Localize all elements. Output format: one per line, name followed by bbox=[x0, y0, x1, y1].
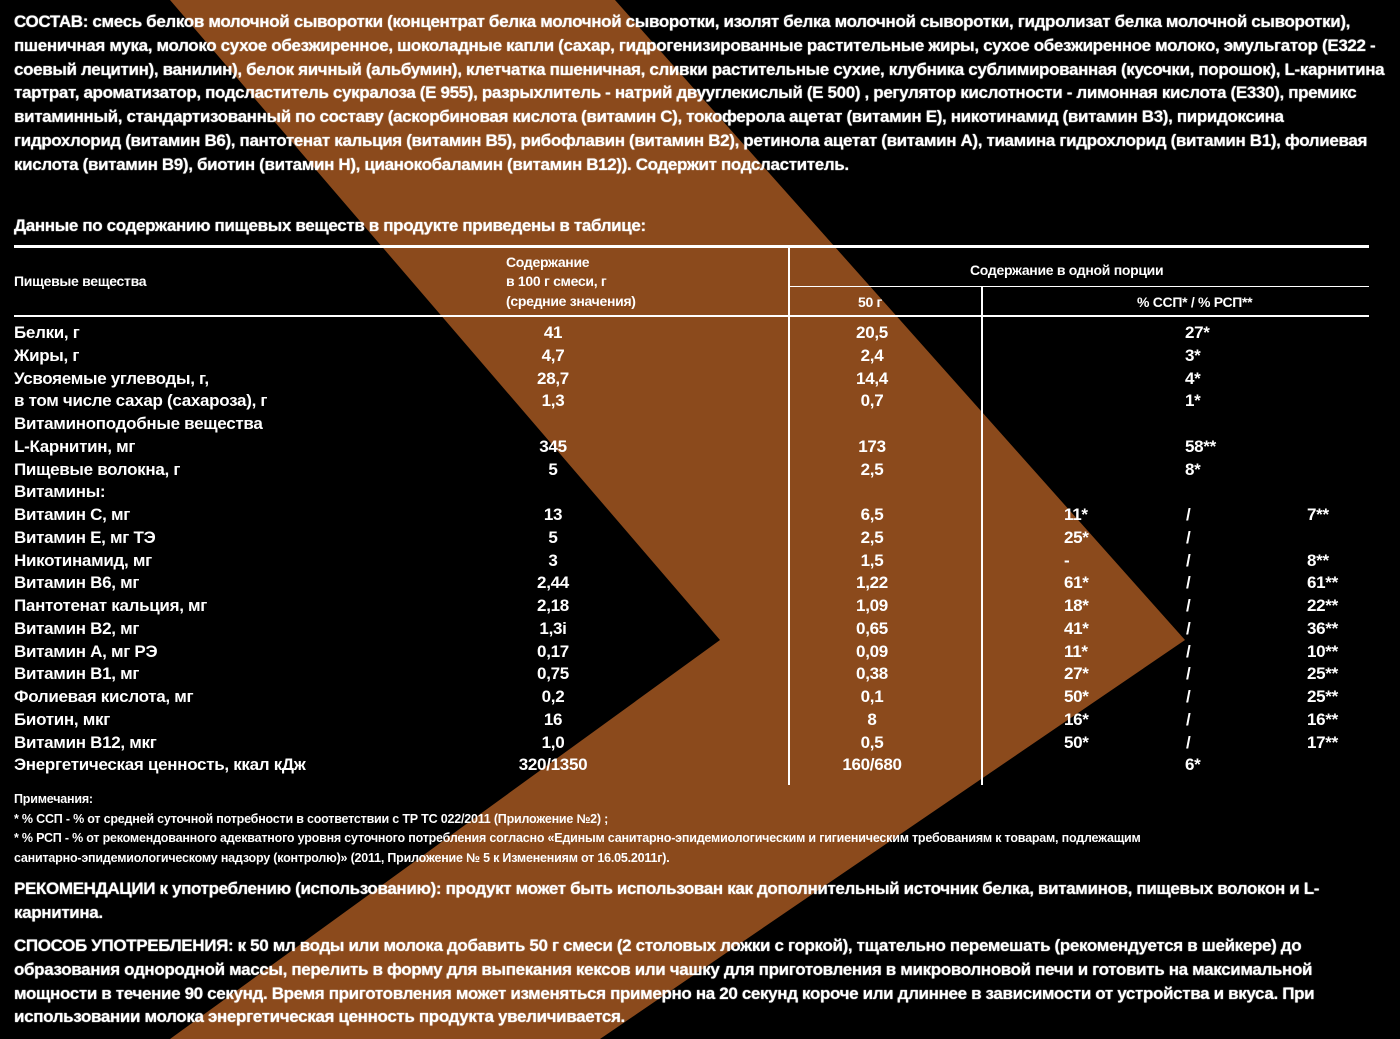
value-ssp-percent: 50* bbox=[1064, 687, 1089, 706]
nutrient-name: Витамин В12, мкг bbox=[14, 732, 157, 752]
percent-separator: / bbox=[1186, 527, 1191, 547]
value-per-100g: 320/1350 bbox=[518, 755, 588, 775]
table-row bbox=[0, 459, 1400, 482]
table-row bbox=[0, 550, 1400, 573]
note-ssp: * % ССП - % от средней суточной потребности в соответствии с ТР ТС 022/2011 (Приложение №2) ; bbox=[14, 811, 609, 826]
percent-separator: / bbox=[1186, 596, 1191, 615]
table-intro: Данные по содержанию пищевых веществ в продукте приведены в таблице: bbox=[14, 216, 646, 235]
table-header-bottom-border bbox=[14, 315, 1369, 317]
nutrient-name: Витамин В1, мг bbox=[14, 664, 140, 684]
value-ssp-percent: 11* bbox=[1064, 641, 1088, 661]
percent-separator: / bbox=[1186, 664, 1191, 684]
composition-text: СОСТАВ: смесь белков молочной сыворотки (концентрат белка молочной сыворотки, изолят белка молочной сыворотки, гидролизат белка молочной сыворотки), пшеничная мука, молоко сухое обезжиренное, шоколадные капли (сахар, гидрогенизированные растительные жиры, сухое обезжиренное молоко, эмульгатор (Е322 - соевый лецитин), ванилин), белок яичный (альбумин), клетчатка пшеничная, сливки растительные сухие, клубника сублимированная (кусочки, порошок), L-карнитина тартрат, ароматизатор, подсластитель сукралоза (Е 955), разрыхлитель - натрий двууглекислый (Е 500) , регулятор кислотности - лимонная кислота (Е330), премикс витаминный, стандартизованный по составу (аскорбиновая кислота (витамин С), токоферола ацетат (витамин Е), никотинамид (витамин В3), пиридоксина гидрохлорид (витамин В6), пантотенат кальция (витамин В5), рибофлавин (витамин В2), ретинола ацетат (витамин А), тиамина гидрохлорид (витамин В1), фолиевая кислота (витамин В9), биотин (витамин Н), цианокобаламин (витамин В12)). Содержит подсластитель. bbox=[14, 12, 1385, 174]
table-row bbox=[0, 595, 1400, 618]
value-per-100g: 41 bbox=[543, 323, 563, 342]
table-row bbox=[0, 732, 1400, 755]
header-nutrients: Пищевые вещества bbox=[14, 273, 147, 289]
nutrient-name: Витамин В2, мг bbox=[14, 618, 140, 638]
value-ssp-percent: 27* bbox=[1064, 664, 1089, 684]
value-per-100g: 0,2 bbox=[541, 687, 565, 706]
value-ssp-percent: 18* bbox=[1064, 596, 1089, 615]
table-row bbox=[0, 390, 1400, 413]
nutrient-name: Витаминоподобные вещества bbox=[14, 414, 263, 433]
value-per-100g: 1,0 bbox=[541, 732, 565, 752]
value-ssp-percent: 50* bbox=[1064, 732, 1089, 752]
recommendations-text: РЕКОМЕНДАЦИИ к употреблению (использованию): продукт может быть использован как дополнительный источник белка, витаминов, пищевых волокон и L-карнитина. bbox=[14, 879, 1320, 922]
table-row bbox=[0, 413, 1400, 436]
percent-separator: / bbox=[1186, 687, 1191, 706]
value-percent: 8* bbox=[1185, 459, 1201, 479]
value-percent: 1* bbox=[1185, 391, 1201, 411]
table-row bbox=[0, 481, 1400, 504]
value-per-50g: 0,5 bbox=[860, 732, 884, 752]
value-per-50g: 1,22 bbox=[856, 573, 888, 593]
value-rsp-percent: 10** bbox=[1307, 641, 1338, 661]
nutrient-name: Жиры, г bbox=[14, 345, 80, 365]
value-per-50g: 20,5 bbox=[856, 323, 888, 342]
value-per-100g: 0,75 bbox=[537, 664, 569, 684]
value-per-50g: 0,65 bbox=[856, 618, 888, 638]
value-per-50g: 1,09 bbox=[856, 596, 888, 615]
percent-separator: / bbox=[1186, 573, 1191, 593]
value-per-100g: 2,18 bbox=[537, 596, 569, 615]
value-rsp-percent: 8** bbox=[1307, 550, 1329, 570]
value-per-100g: 5 bbox=[548, 527, 558, 547]
value-rsp-percent: 17** bbox=[1307, 732, 1338, 752]
notes-title: Примечания: bbox=[14, 792, 93, 806]
nutrient-name: L-Карнитин, мг bbox=[14, 436, 136, 456]
value-ssp-percent: - bbox=[1064, 550, 1070, 570]
value-per-100g: 5 bbox=[548, 459, 558, 479]
value-per-100g: 1,3 bbox=[541, 391, 565, 411]
table-row bbox=[0, 754, 1400, 777]
header-per-serving: Содержание в одной порции bbox=[970, 262, 1164, 278]
percent-separator: / bbox=[1186, 618, 1191, 638]
nutrient-name: Усвояемые углеводы, г, bbox=[14, 368, 209, 388]
nutrient-name: Биотин, мкг bbox=[14, 709, 110, 729]
percent-separator: / bbox=[1186, 732, 1191, 752]
percent-separator: / bbox=[1186, 550, 1191, 570]
table-top-border bbox=[14, 245, 1369, 248]
serving-subheader-divider bbox=[789, 286, 1369, 287]
value-rsp-percent: 25** bbox=[1307, 664, 1338, 684]
value-per-100g: 16 bbox=[543, 709, 563, 729]
table-row bbox=[0, 527, 1400, 550]
header-50g: 50 г bbox=[858, 294, 883, 310]
nutrient-name: Пищевые волокна, г bbox=[14, 459, 181, 479]
value-rsp-percent: 25** bbox=[1307, 687, 1338, 706]
value-per-50g: 6,5 bbox=[860, 505, 884, 524]
value-ssp-percent: 61* bbox=[1064, 573, 1089, 593]
value-ssp-percent: 11* bbox=[1064, 505, 1088, 524]
value-per-50g: 14,4 bbox=[856, 368, 888, 388]
nutrient-name: Пантотенат кальция, мг bbox=[14, 596, 208, 615]
value-ssp-percent: 41* bbox=[1064, 618, 1089, 638]
value-per-100g: 4,7 bbox=[541, 345, 565, 365]
nutrient-name: Витамины: bbox=[14, 482, 106, 502]
table-row bbox=[0, 641, 1400, 664]
notes-block bbox=[14, 790, 1390, 868]
table-row bbox=[0, 436, 1400, 459]
value-percent: 6* bbox=[1185, 755, 1201, 775]
value-rsp-percent: 16** bbox=[1307, 709, 1338, 729]
nutrient-name: Витамин Е, мг ТЭ bbox=[14, 527, 156, 547]
nutrient-name: Витамин А, мг РЭ bbox=[14, 641, 158, 661]
usage-text: СПОСОБ УПОТРЕБЛЕНИЯ: к 50 мл воды или молока добавить 50 г смеси (2 столовых ложки с горкой), тщательно перемешать (рекомендуется в шейкере) до образования однородной массы, перелить в форму для выпекания кексов или чашку для приготовления в микроволновой печи и готовить на максимальной мощности в течение 90 секунд. Время приготовления может изменяться примерно на 20 секунд короче или длиннее в зависимости от устройства и вкуса. При использовании молока энергетическая ценность продукта увеличивается. bbox=[14, 936, 1315, 1027]
table-row bbox=[0, 345, 1400, 368]
value-percent: 4* bbox=[1185, 368, 1201, 388]
value-per-100g: 0,17 bbox=[537, 641, 569, 661]
value-per-50g: 0,38 bbox=[856, 664, 888, 684]
table-row bbox=[0, 504, 1400, 527]
nutrient-name: Никотинамид, мг bbox=[14, 550, 152, 570]
value-percent: 58** bbox=[1185, 436, 1216, 456]
percent-separator: / bbox=[1186, 709, 1191, 729]
value-per-50g: 8 bbox=[867, 709, 877, 729]
value-per-50g: 2,4 bbox=[860, 345, 884, 365]
table-row bbox=[0, 322, 1400, 345]
nutrient-name: Витамин В6, мг bbox=[14, 573, 140, 593]
percent-separator: / bbox=[1186, 505, 1191, 524]
value-per-100g: 3 bbox=[548, 550, 558, 570]
value-rsp-percent: 7** bbox=[1307, 505, 1329, 524]
table-row bbox=[0, 368, 1400, 391]
value-per-100g: 1,3i bbox=[539, 618, 567, 638]
note-rsp-continued: санитарно-эпидемиологическому надзору (контролю)» (2011, Приложение № 5 к Изменениям от 16.05.2011г). bbox=[14, 850, 670, 865]
table-row bbox=[0, 709, 1400, 732]
value-per-50g: 2,5 bbox=[860, 527, 884, 547]
value-per-50g: 2,5 bbox=[860, 459, 884, 479]
table-row bbox=[0, 686, 1400, 709]
value-per-50g: 160/680 bbox=[842, 755, 902, 775]
value-rsp-percent: 61** bbox=[1307, 573, 1338, 593]
table-row bbox=[0, 618, 1400, 641]
nutrient-name: Белки, г bbox=[14, 323, 80, 342]
value-ssp-percent: 25* bbox=[1064, 527, 1089, 547]
value-per-100g: 2,44 bbox=[537, 573, 569, 593]
nutrient-name: Витамин С, мг bbox=[14, 505, 131, 524]
value-per-100g: 345 bbox=[539, 436, 567, 456]
value-per-50g: 0,1 bbox=[860, 687, 884, 706]
table-row bbox=[0, 663, 1400, 686]
nutrient-name: Фолиевая кислота, мг bbox=[14, 687, 194, 706]
note-rsp: * % РСП - % от рекомендованного адекватного уровня суточного потребления согласно «Единым санитарно-эпидемиологическим и гигиеническим требованиям к товарам, подлежащим bbox=[14, 831, 1141, 845]
value-percent: 27* bbox=[1185, 323, 1210, 342]
value-rsp-percent: 22** bbox=[1307, 596, 1338, 615]
value-ssp-percent: 16* bbox=[1064, 709, 1089, 729]
value-per-50g: 1,5 bbox=[860, 550, 884, 570]
value-rsp-percent: 36** bbox=[1307, 618, 1338, 638]
table-row bbox=[0, 572, 1400, 595]
value-per-50g: 0,09 bbox=[856, 641, 888, 661]
value-per-50g: 0,7 bbox=[860, 391, 884, 411]
header-per100-line2: в 100 г смеси, г bbox=[506, 273, 607, 289]
percent-separator: / bbox=[1186, 641, 1191, 661]
nutrient-name: Энергетическая ценность, ккал кДж bbox=[14, 755, 306, 775]
header-per100-line1: Содержание bbox=[506, 254, 590, 270]
header-percent: % ССП* / % РСП** bbox=[1137, 294, 1253, 310]
header-per100-line3: (средние значения) bbox=[506, 293, 636, 309]
nutrient-name: в том числе сахар (сахароза), г bbox=[14, 391, 268, 411]
value-per-100g: 13 bbox=[543, 505, 563, 524]
value-per-50g: 173 bbox=[858, 436, 886, 456]
value-percent: 3* bbox=[1185, 345, 1201, 365]
value-per-100g: 28,7 bbox=[537, 368, 569, 388]
